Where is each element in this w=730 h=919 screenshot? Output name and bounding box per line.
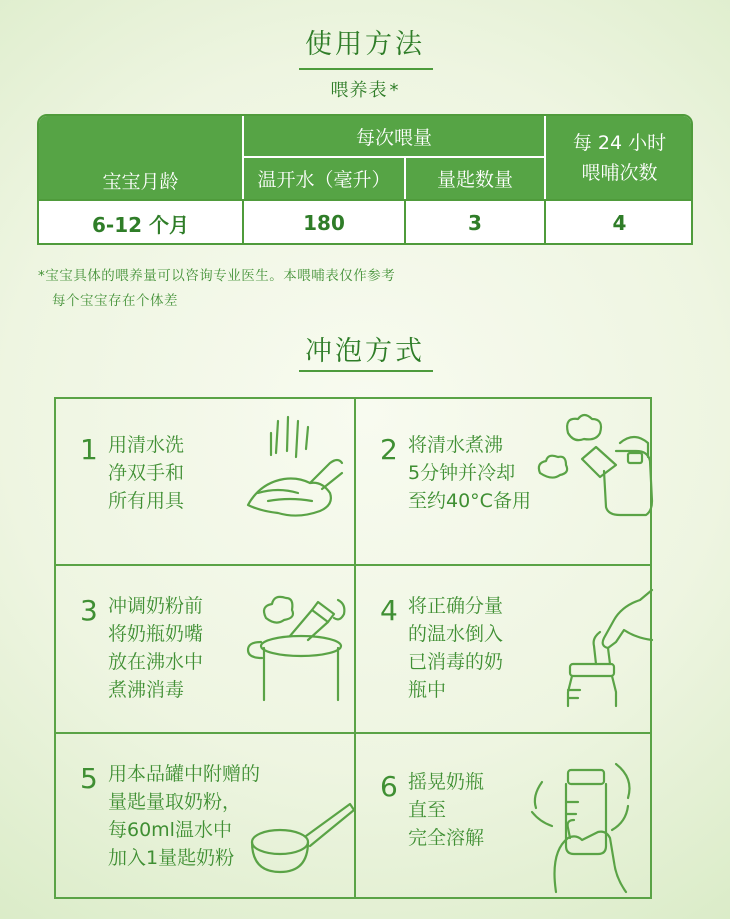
header-feeds-line1: 每 24 小时	[572, 131, 667, 154]
step-text: 将正确分量 的温水倒入 已消毒的奶 瓶中	[408, 595, 504, 701]
step-number: 5	[80, 762, 98, 795]
header-feeds-per-day	[546, 116, 693, 199]
cell-scoops: 3	[406, 201, 544, 245]
header-separator	[244, 156, 544, 158]
header-divider	[404, 158, 406, 199]
asterisk-mark: *	[389, 80, 400, 101]
step-5	[56, 734, 352, 900]
step-4	[356, 566, 652, 732]
header-warm-water: 温开水（毫升）	[244, 158, 404, 199]
step-text: 将清水煮沸 5分钟并冷却 至约40°C备用	[408, 434, 531, 512]
brewing-title-underline	[299, 370, 433, 372]
step-text: 用清水洗 净双手和 所有用具	[108, 434, 185, 512]
pouring-water-icon	[556, 580, 656, 710]
usage-title-underline	[299, 68, 433, 70]
header-scoop-count: 量匙数量	[406, 158, 544, 199]
cell-times: 4	[546, 201, 693, 245]
step-number: 4	[380, 594, 398, 627]
step-6	[356, 734, 652, 900]
usage-title: 使用方法	[305, 29, 425, 60]
kettle-icon	[534, 411, 654, 521]
cell-age: 6-12 个月	[39, 201, 242, 245]
note-line-1: *宝宝具体的喂养量可以咨询专业医生。本喂哺表仅作参考	[38, 268, 396, 284]
brewing-title: 冲泡方式	[305, 336, 425, 367]
header-feeds-line2: 喂哺次数	[581, 161, 658, 184]
note-line-2: 每个宝宝存在个体差	[52, 293, 178, 309]
shaking-bottle-icon	[506, 742, 656, 892]
header-per-feeding: 每次喂量	[244, 116, 544, 156]
feeding-table-subtitle	[0, 76, 730, 102]
boiling-pot-icon	[242, 580, 352, 700]
step-text: 摇晃奶瓶 直至 完全溶解	[408, 771, 485, 849]
step-number: 2	[380, 433, 398, 466]
header-baby-age: 宝宝月龄	[39, 116, 242, 199]
feeding-table-subtitle-text: 喂养表	[330, 80, 388, 101]
step-2	[356, 399, 652, 565]
step-3	[56, 566, 352, 732]
header-divider	[242, 116, 244, 199]
brewing-steps-grid	[54, 397, 652, 899]
step-number: 1	[80, 433, 98, 466]
header-divider	[544, 116, 546, 199]
measuring-scoop-icon	[246, 784, 356, 884]
step-text: 冲调奶粉前 将奶瓶奶嘴 放在沸水中 煮沸消毒	[108, 595, 204, 701]
cell-water: 180	[244, 201, 404, 245]
step-text: 用本品罐中附赠的 量匙量取奶粉， 每60ml温水中 加入1量匙奶粉	[108, 763, 261, 869]
feeding-table	[37, 114, 693, 245]
hand-washing-icon	[238, 413, 348, 523]
step-number: 6	[380, 770, 398, 803]
step-number: 3	[80, 594, 98, 627]
step-1	[56, 399, 352, 565]
table-row	[39, 199, 691, 245]
